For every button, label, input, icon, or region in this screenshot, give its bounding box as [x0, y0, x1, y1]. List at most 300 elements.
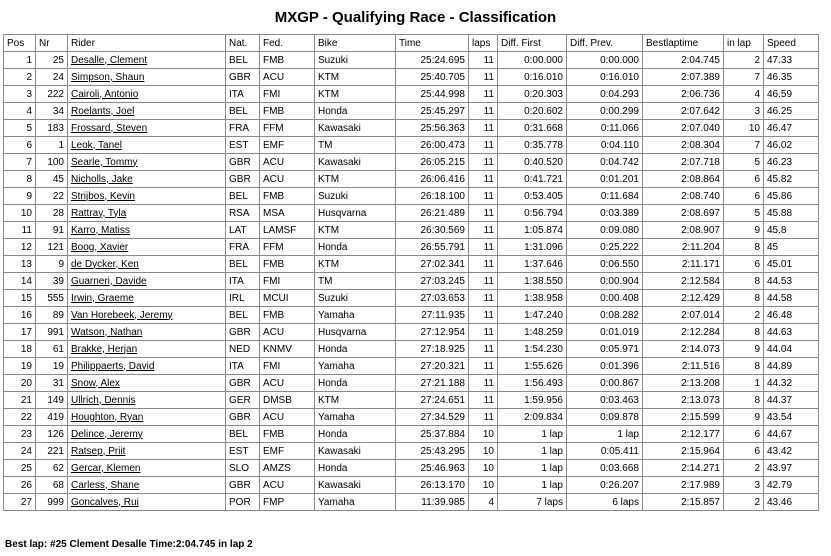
cell-speed: 44.63	[764, 324, 819, 341]
cell-in-lap: 6	[724, 188, 764, 205]
cell-diff-prev: 0:00.904	[567, 273, 643, 290]
col-header-nr: Nr	[36, 35, 68, 52]
cell-bestlaptime: 2:14.271	[643, 460, 724, 477]
cell-speed: 46.35	[764, 69, 819, 86]
cell-fed: KNMV	[260, 341, 315, 358]
col-header-bike: Bike	[315, 35, 396, 52]
cell-diff-prev: 0:00.299	[567, 103, 643, 120]
cell-nat: FRA	[226, 120, 260, 137]
cell-fed: FMI	[260, 273, 315, 290]
cell-nat: BEL	[226, 103, 260, 120]
cell-laps: 11	[469, 137, 498, 154]
cell-nat: LAT	[226, 222, 260, 239]
cell-fed: EMF	[260, 137, 315, 154]
cell-time: 25:45.297	[396, 103, 469, 120]
cell-in-lap: 1	[724, 375, 764, 392]
cell-rider[interactable]: Rattray, Tyla	[68, 205, 226, 222]
cell-speed: 42.79	[764, 477, 819, 494]
cell-laps: 11	[469, 409, 498, 426]
cell-bike: Honda	[315, 460, 396, 477]
cell-time: 26:18.100	[396, 188, 469, 205]
cell-fed: EMF	[260, 443, 315, 460]
cell-laps: 10	[469, 477, 498, 494]
cell-rider[interactable]: Goncalves, Rui	[68, 494, 226, 511]
cell-in-lap: 8	[724, 358, 764, 375]
cell-bike: Kawasaki	[315, 154, 396, 171]
cell-in-lap: 8	[724, 273, 764, 290]
cell-nr: 100	[36, 154, 68, 171]
cell-speed: 45.01	[764, 256, 819, 273]
col-header-fed: Fed.	[260, 35, 315, 52]
cell-laps: 11	[469, 52, 498, 69]
cell-bestlaptime: 2:07.040	[643, 120, 724, 137]
cell-nr: 221	[36, 443, 68, 460]
cell-fed: FMB	[260, 256, 315, 273]
cell-pos: 27	[4, 494, 36, 511]
cell-bestlaptime: 2:08.864	[643, 171, 724, 188]
header-row	[4, 35, 819, 52]
cell-speed: 46.59	[764, 86, 819, 103]
cell-time: 27:21.188	[396, 375, 469, 392]
cell-nr: 91	[36, 222, 68, 239]
cell-pos: 9	[4, 188, 36, 205]
cell-rider[interactable]: Irwin, Graeme	[68, 290, 226, 307]
cell-bestlaptime: 2:12.429	[643, 290, 724, 307]
cell-diff-prev: 0:05.411	[567, 443, 643, 460]
cell-nr: 19	[36, 358, 68, 375]
table-row	[4, 69, 819, 86]
cell-laps: 11	[469, 171, 498, 188]
cell-diff-prev: 0:11.066	[567, 120, 643, 137]
cell-nat: BEL	[226, 256, 260, 273]
cell-nr: 61	[36, 341, 68, 358]
cell-pos: 16	[4, 307, 36, 324]
cell-nat: GBR	[226, 375, 260, 392]
table-row	[4, 154, 819, 171]
cell-time: 26:00.473	[396, 137, 469, 154]
cell-in-lap: 3	[724, 477, 764, 494]
table-row	[4, 239, 819, 256]
cell-speed: 46.23	[764, 154, 819, 171]
cell-laps: 11	[469, 307, 498, 324]
cell-speed: 46.47	[764, 120, 819, 137]
cell-bestlaptime: 2:14.073	[643, 341, 724, 358]
cell-rider[interactable]: Watson, Nathan	[68, 324, 226, 341]
cell-nat: FRA	[226, 239, 260, 256]
cell-rider[interactable]: Philippaerts, David	[68, 358, 226, 375]
cell-in-lap: 5	[724, 205, 764, 222]
cell-diff-first: 1:38.958	[498, 290, 567, 307]
cell-pos: 23	[4, 426, 36, 443]
cell-fed: ACU	[260, 375, 315, 392]
cell-nat: ITA	[226, 86, 260, 103]
cell-nr: 39	[36, 273, 68, 290]
cell-laps: 10	[469, 443, 498, 460]
cell-time: 27:18.925	[396, 341, 469, 358]
cell-rider[interactable]: Karro, Matiss	[68, 222, 226, 239]
cell-rider[interactable]: Nicholls, Jake	[68, 171, 226, 188]
cell-speed: 43.42	[764, 443, 819, 460]
cell-laps: 10	[469, 426, 498, 443]
cell-fed: DMSB	[260, 392, 315, 409]
cell-rider[interactable]: Snow, Alex	[68, 375, 226, 392]
cell-speed: 43.54	[764, 409, 819, 426]
cell-in-lap: 5	[724, 154, 764, 171]
cell-diff-first: 0:41.721	[498, 171, 567, 188]
cell-speed: 44.89	[764, 358, 819, 375]
cell-rider[interactable]: Ratsep, Priit	[68, 443, 226, 460]
cell-bike: KTM	[315, 69, 396, 86]
table-row	[4, 120, 819, 137]
cell-laps: 4	[469, 494, 498, 511]
cell-diff-prev: 0:25.222	[567, 239, 643, 256]
cell-nat: GER	[226, 392, 260, 409]
cell-pos: 15	[4, 290, 36, 307]
cell-fed: FMB	[260, 103, 315, 120]
cell-bike: Kawasaki	[315, 120, 396, 137]
cell-diff-prev: 0:01.201	[567, 171, 643, 188]
cell-fed: FMB	[260, 426, 315, 443]
cell-laps: 11	[469, 103, 498, 120]
cell-bike: Husqvarna	[315, 205, 396, 222]
cell-bike: Suzuki	[315, 52, 396, 69]
cell-nr: 222	[36, 86, 68, 103]
table-row	[4, 52, 819, 69]
cell-speed: 45.8	[764, 222, 819, 239]
cell-time: 27:02.341	[396, 256, 469, 273]
col-header-diff-prev: Diff. Prev.	[567, 35, 643, 52]
cell-speed: 44.67	[764, 426, 819, 443]
cell-diff-first: 1 lap	[498, 443, 567, 460]
cell-diff-prev: 0:01.396	[567, 358, 643, 375]
cell-laps: 11	[469, 273, 498, 290]
cell-bestlaptime: 2:08.740	[643, 188, 724, 205]
cell-diff-prev: 0:09.080	[567, 222, 643, 239]
cell-laps: 11	[469, 86, 498, 103]
cell-bestlaptime: 2:12.584	[643, 273, 724, 290]
cell-diff-first: 1:54.230	[498, 341, 567, 358]
table-row	[4, 86, 819, 103]
cell-rider[interactable]: Gercar, Klemen	[68, 460, 226, 477]
col-header-speed: Speed	[764, 35, 819, 52]
cell-diff-first: 1 lap	[498, 477, 567, 494]
cell-diff-first: 7 laps	[498, 494, 567, 511]
cell-pos: 5	[4, 120, 36, 137]
cell-diff-first: 0:00.000	[498, 52, 567, 69]
cell-diff-first: 0:35.778	[498, 137, 567, 154]
table-row	[4, 188, 819, 205]
col-header-bestlaptime: Bestlaptime	[643, 35, 724, 52]
cell-pos: 4	[4, 103, 36, 120]
cell-rider[interactable]: Guarneri, Davide	[68, 273, 226, 290]
cell-fed: ACU	[260, 324, 315, 341]
cell-in-lap: 8	[724, 324, 764, 341]
cell-laps: 11	[469, 154, 498, 171]
cell-fed: ACU	[260, 409, 315, 426]
cell-bike: Honda	[315, 426, 396, 443]
cell-time: 26:05.215	[396, 154, 469, 171]
cell-rider[interactable]: Delince, Jeremy	[68, 426, 226, 443]
cell-diff-first: 1:48.259	[498, 324, 567, 341]
cell-diff-prev: 0:00.867	[567, 375, 643, 392]
cell-nat: GBR	[226, 69, 260, 86]
table-row	[4, 290, 819, 307]
cell-laps: 11	[469, 358, 498, 375]
cell-in-lap: 9	[724, 341, 764, 358]
table-row	[4, 477, 819, 494]
cell-bestlaptime: 2:07.014	[643, 307, 724, 324]
cell-laps: 11	[469, 222, 498, 239]
cell-diff-prev: 0:04.742	[567, 154, 643, 171]
cell-fed: ACU	[260, 171, 315, 188]
cell-nat: EST	[226, 443, 260, 460]
cell-speed: 44.04	[764, 341, 819, 358]
cell-bestlaptime: 2:13.073	[643, 392, 724, 409]
cell-bike: KTM	[315, 171, 396, 188]
cell-in-lap: 2	[724, 307, 764, 324]
cell-diff-first: 1:59.956	[498, 392, 567, 409]
cell-speed: 43.97	[764, 460, 819, 477]
cell-diff-first: 1:55.626	[498, 358, 567, 375]
cell-fed: FMI	[260, 358, 315, 375]
cell-pos: 17	[4, 324, 36, 341]
cell-pos: 20	[4, 375, 36, 392]
cell-speed: 44.37	[764, 392, 819, 409]
cell-bestlaptime: 2:08.697	[643, 205, 724, 222]
cell-diff-first: 1:38.550	[498, 273, 567, 290]
cell-diff-prev: 0:04.110	[567, 137, 643, 154]
cell-in-lap: 8	[724, 290, 764, 307]
cell-diff-prev: 0:03.463	[567, 392, 643, 409]
table-row	[4, 103, 819, 120]
cell-bike: Honda	[315, 375, 396, 392]
cell-time: 25:43.295	[396, 443, 469, 460]
table-row	[4, 324, 819, 341]
cell-nr: 1	[36, 137, 68, 154]
cell-bestlaptime: 2:17.989	[643, 477, 724, 494]
cell-diff-prev: 0:26.207	[567, 477, 643, 494]
cell-bestlaptime: 2:07.389	[643, 69, 724, 86]
cell-time: 26:30.569	[396, 222, 469, 239]
cell-bestlaptime: 2:07.642	[643, 103, 724, 120]
table-row	[4, 409, 819, 426]
cell-rider[interactable]: de Dycker, Ken	[68, 256, 226, 273]
cell-pos: 19	[4, 358, 36, 375]
cell-time: 27:03.653	[396, 290, 469, 307]
cell-pos: 2	[4, 69, 36, 86]
cell-diff-prev: 0:01.019	[567, 324, 643, 341]
cell-bike: TM	[315, 273, 396, 290]
cell-laps: 11	[469, 341, 498, 358]
col-header-pos: Pos	[4, 35, 36, 52]
cell-nr: 22	[36, 188, 68, 205]
cell-rider[interactable]: Frossard, Steven	[68, 120, 226, 137]
cell-pos: 12	[4, 239, 36, 256]
cell-diff-prev: 0:08.282	[567, 307, 643, 324]
cell-speed: 44.32	[764, 375, 819, 392]
cell-bike: Kawasaki	[315, 477, 396, 494]
cell-time: 25:56.363	[396, 120, 469, 137]
cell-speed: 44.58	[764, 290, 819, 307]
cell-in-lap: 6	[724, 256, 764, 273]
cell-time: 26:13.170	[396, 477, 469, 494]
table-row	[4, 392, 819, 409]
cell-nat: EST	[226, 137, 260, 154]
page-title: MXGP - Qualifying Race - Classification	[274, 9, 557, 26]
cell-nat: BEL	[226, 426, 260, 443]
cell-diff-prev: 6 laps	[567, 494, 643, 511]
cell-time: 26:06.416	[396, 171, 469, 188]
cell-speed: 46.25	[764, 103, 819, 120]
cell-bike: Kawasaki	[315, 443, 396, 460]
cell-diff-first: 1:37.646	[498, 256, 567, 273]
cell-fed: FMI	[260, 86, 315, 103]
cell-nr: 31	[36, 375, 68, 392]
cell-speed: 47.33	[764, 52, 819, 69]
cell-diff-first: 0:56.794	[498, 205, 567, 222]
cell-time: 27:03.245	[396, 273, 469, 290]
cell-bike: Yamaha	[315, 494, 396, 511]
table-row	[4, 137, 819, 154]
cell-rider[interactable]: Searle, Tommy	[68, 154, 226, 171]
cell-bestlaptime: 2:15.599	[643, 409, 724, 426]
cell-pos: 10	[4, 205, 36, 222]
cell-bestlaptime: 2:15.964	[643, 443, 724, 460]
cell-nr: 62	[36, 460, 68, 477]
cell-nr: 68	[36, 477, 68, 494]
cell-nr: 89	[36, 307, 68, 324]
cell-rider[interactable]: Desalle, Clement	[68, 52, 226, 69]
cell-speed: 45	[764, 239, 819, 256]
cell-bike: Honda	[315, 239, 396, 256]
cell-bike: KTM	[315, 86, 396, 103]
cell-fed: FMB	[260, 188, 315, 205]
cell-time: 25:24.695	[396, 52, 469, 69]
cell-in-lap: 7	[724, 137, 764, 154]
table-row	[4, 443, 819, 460]
cell-time: 25:40.705	[396, 69, 469, 86]
cell-pos: 21	[4, 392, 36, 409]
cell-diff-prev: 0:11.684	[567, 188, 643, 205]
cell-diff-first: 0:20.602	[498, 103, 567, 120]
cell-diff-first: 1:56.493	[498, 375, 567, 392]
cell-laps: 11	[469, 205, 498, 222]
cell-time: 11:39.985	[396, 494, 469, 511]
cell-nat: BEL	[226, 188, 260, 205]
cell-nr: 45	[36, 171, 68, 188]
cell-rider[interactable]: Boog, Xavier	[68, 239, 226, 256]
cell-fed: FMP	[260, 494, 315, 511]
cell-fed: MSA	[260, 205, 315, 222]
cell-nr: 555	[36, 290, 68, 307]
cell-rider[interactable]: Roelants, Joel	[68, 103, 226, 120]
cell-fed: ACU	[260, 69, 315, 86]
cell-rider[interactable]: Ullrich, Dennis	[68, 392, 226, 409]
table-row	[4, 358, 819, 375]
cell-laps: 11	[469, 239, 498, 256]
cell-in-lap: 2	[724, 460, 764, 477]
cell-diff-prev: 1 lap	[567, 426, 643, 443]
cell-nr: 25	[36, 52, 68, 69]
cell-rider[interactable]: Carless, Shane	[68, 477, 226, 494]
cell-pos: 1	[4, 52, 36, 69]
cell-bestlaptime: 2:08.907	[643, 222, 724, 239]
cell-nr: 183	[36, 120, 68, 137]
cell-rider[interactable]: Houghton, Ryan	[68, 409, 226, 426]
table-row	[4, 273, 819, 290]
cell-rider[interactable]: Leok, Tanel	[68, 137, 226, 154]
cell-diff-prev: 0:06.550	[567, 256, 643, 273]
cell-diff-prev: 0:16.010	[567, 69, 643, 86]
cell-nat: IRL	[226, 290, 260, 307]
cell-rider[interactable]: Simpson, Shaun	[68, 69, 226, 86]
cell-nr: 991	[36, 324, 68, 341]
cell-in-lap: 3	[724, 103, 764, 120]
cell-fed: ACU	[260, 154, 315, 171]
cell-in-lap: 7	[724, 69, 764, 86]
cell-time: 26:55.791	[396, 239, 469, 256]
cell-nat: NED	[226, 341, 260, 358]
cell-rider[interactable]: Brakke, Herjan	[68, 341, 226, 358]
cell-bike: KTM	[315, 256, 396, 273]
table-row	[4, 494, 819, 511]
cell-time: 27:12.954	[396, 324, 469, 341]
table-row	[4, 256, 819, 273]
cell-rider[interactable]: Strijbos, Kevin	[68, 188, 226, 205]
col-header-diff-first: Diff. First	[498, 35, 567, 52]
cell-pos: 24	[4, 443, 36, 460]
cell-nr: 9	[36, 256, 68, 273]
cell-diff-first: 0:40.520	[498, 154, 567, 171]
cell-nat: GBR	[226, 409, 260, 426]
cell-nat: GBR	[226, 154, 260, 171]
cell-bestlaptime: 2:11.516	[643, 358, 724, 375]
cell-fed: ACU	[260, 477, 315, 494]
cell-diff-first: 2:09.834	[498, 409, 567, 426]
cell-diff-first: 1 lap	[498, 426, 567, 443]
cell-in-lap: 6	[724, 443, 764, 460]
cell-laps: 10	[469, 460, 498, 477]
cell-diff-prev: 0:04.293	[567, 86, 643, 103]
cell-bike: Yamaha	[315, 409, 396, 426]
cell-fed: LAMSF	[260, 222, 315, 239]
cell-speed: 44.53	[764, 273, 819, 290]
table-row	[4, 460, 819, 477]
cell-bike: Suzuki	[315, 188, 396, 205]
cell-diff-first: 0:16.010	[498, 69, 567, 86]
cell-fed: FMB	[260, 52, 315, 69]
cell-nr: 999	[36, 494, 68, 511]
cell-diff-prev: 0:00.408	[567, 290, 643, 307]
cell-bestlaptime: 2:13.208	[643, 375, 724, 392]
cell-nat: GBR	[226, 171, 260, 188]
cell-rider[interactable]: Van Horebeek, Jeremy	[68, 307, 226, 324]
cell-rider[interactable]: Cairoli, Antonio	[68, 86, 226, 103]
cell-bike: TM	[315, 137, 396, 154]
cell-laps: 11	[469, 324, 498, 341]
cell-bike: Yamaha	[315, 358, 396, 375]
cell-bike: KTM	[315, 392, 396, 409]
cell-speed: 45.86	[764, 188, 819, 205]
cell-bestlaptime: 2:11.171	[643, 256, 724, 273]
table-row	[4, 205, 819, 222]
cell-fed: FFM	[260, 239, 315, 256]
cell-fed: FMB	[260, 307, 315, 324]
cell-diff-first: 0:31.668	[498, 120, 567, 137]
cell-fed: MCUI	[260, 290, 315, 307]
cell-speed: 43.46	[764, 494, 819, 511]
cell-diff-prev: 0:03.668	[567, 460, 643, 477]
